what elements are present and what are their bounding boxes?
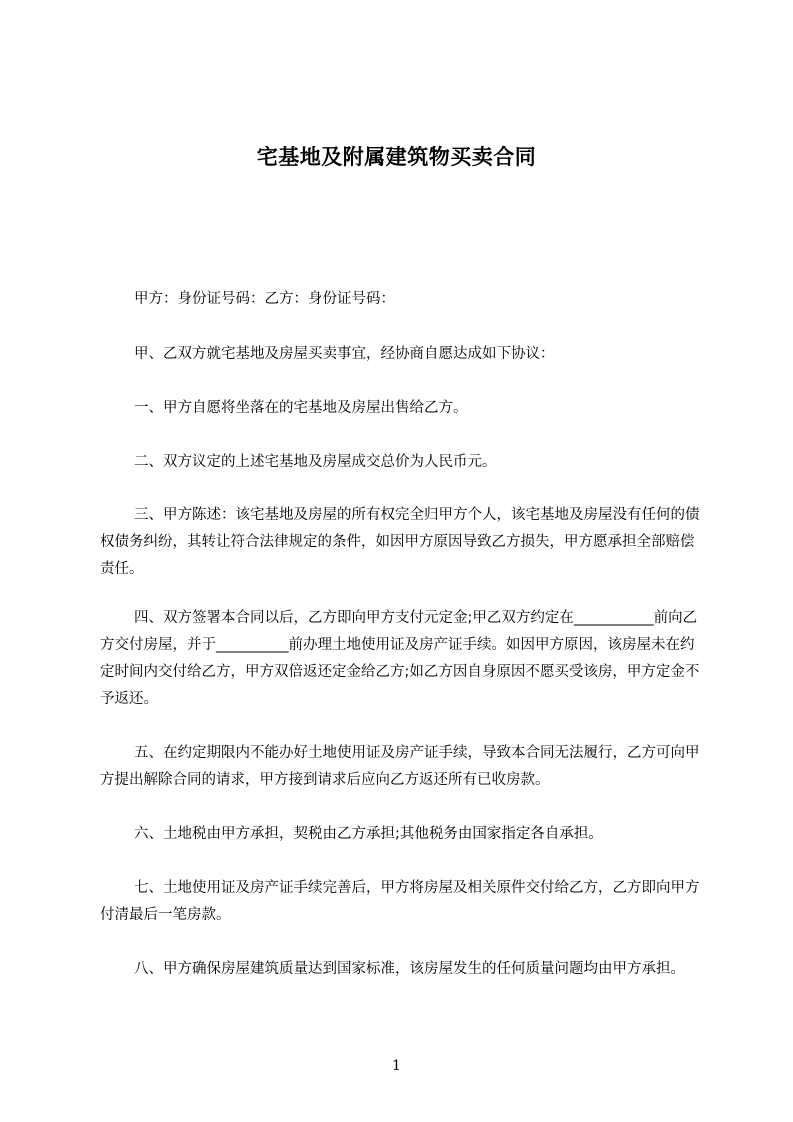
document-title: 宅基地及附属建筑物买卖合同 — [256, 145, 537, 169]
paragraph-clause-6: 六、土地税由甲方承担，契税由乙方承担;其他税务由国家指定各自承担。 — [134, 826, 603, 842]
paragraph-clause-2: 二、双方议定的上述宅基地及房屋成交总价为人民币元。 — [134, 454, 497, 470]
paragraph-clause-3: 三、甲方陈述：该宅基地及房屋的所有权完全归甲方个人，该宅基地及房屋没有任何的债权债务纠纷，其转让符合法律规定的条件，如因甲方原因导致乙方损失，甲方愿承担全部赔偿责任。 — [100, 507, 700, 577]
paragraph-clause-1: 一、甲方自愿将坐落在的宅基地及房屋出售给乙方。 — [134, 400, 468, 416]
paragraph-clause-7: 七、土地使用证及房产证手续完善后，甲方将房屋及相关原件交付给乙方，乙方即向甲方付清最后一笔房款。 — [100, 880, 700, 923]
paragraph-clause-5: 五、在约定期限内不能办好土地使用证及房产证手续，导致本合同无法履行，乙方可向甲方提出解除合同的请求，甲方接到请求后应向乙方返还所有已收房款。 — [100, 745, 700, 788]
paragraph-preamble: 甲、乙双方就宅基地及房屋买卖事宜，经协商自愿达成如下协议： — [134, 346, 555, 362]
paragraph-parties: 甲方：身份证号码：乙方：身份证号码： — [134, 291, 395, 307]
paragraph-clause-4: 四、双方签署本合同以后，乙方即向甲方支付元定金;甲乙双方约定在___________前向乙方交付房屋，并于__________前办理土地使用证及房产证手续。如因甲方原因，该房屋未在约定时间内交付给乙方，甲方双倍返还定金给乙方;如乙方因自身原因不愿买受该房，甲方定金不予返还。 — [100, 610, 700, 707]
page-number: 1 — [392, 1058, 401, 1074]
paragraph-clause-8: 八、甲方确保房屋建筑质量达到国家标准，该房屋发生的任何质量问题均由甲方承担。 — [134, 961, 685, 977]
